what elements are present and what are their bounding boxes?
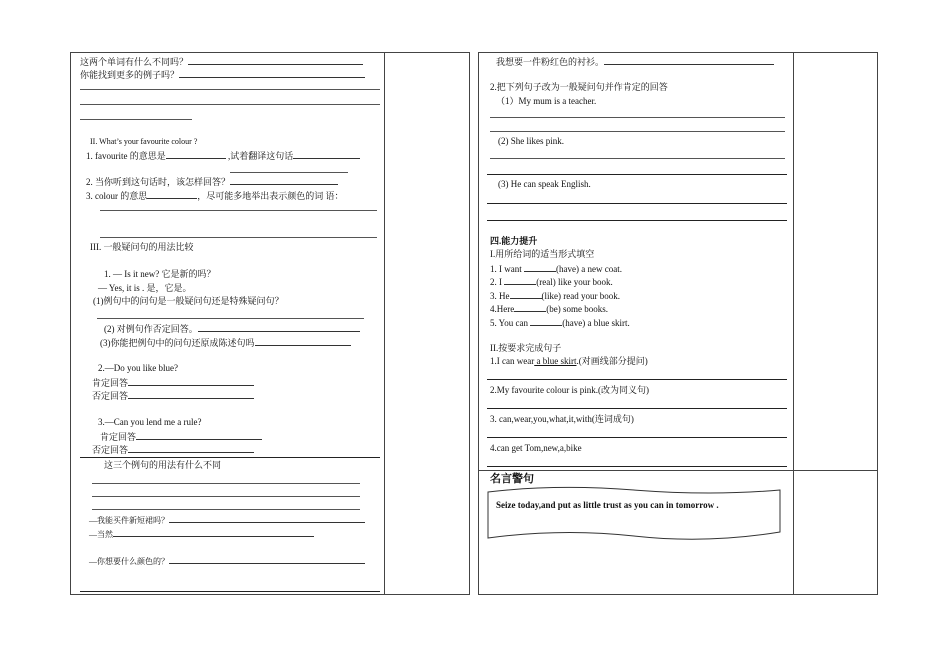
fill-3: 3. He (like) read your book. (490, 291, 620, 301)
sec2-q1: 1. favourite 的意思是 ,试着翻译这句话 (86, 150, 360, 162)
section-4-part-1: I.用所给词的适当形式填空 (490, 249, 595, 259)
rewrite-1: 1.I can wear a blue skirt.(对画线部分提问) (490, 356, 648, 366)
fill-2: 2. I (real) like your book. (490, 277, 613, 287)
answer-line (487, 408, 787, 409)
sec2-q3: 3. colour 的意思 ，尽可能多地举出表示颜色的词 语： (86, 191, 344, 201)
rewrite-2: 2.My favourite colour is pink.(改为同义句) (490, 385, 649, 395)
rewrite-4: 4.can get Tom,new,a,bike (490, 443, 582, 453)
answer-line (490, 131, 785, 132)
motto-row-divider (478, 470, 878, 471)
example-3: 3.—Can you lend me a rule? (98, 417, 202, 427)
example-2: 2.—Do you like blue? (98, 363, 178, 373)
rewrite-3: 3. can,wear,you,what,it,with(连词成句) (490, 414, 634, 424)
example-1-answer: — Yes, it is . 是，它是。 (98, 283, 192, 293)
answer-line (487, 466, 787, 467)
answer-line (80, 104, 380, 105)
answer-line (97, 318, 364, 319)
example-3-negative: 否定回答 (92, 444, 254, 456)
section-divider (80, 457, 380, 458)
q-more: 你能找到更多的例子吗？ (80, 69, 365, 81)
sentence-1: （1）My mum is a teacher. (496, 96, 597, 106)
answer-line (100, 237, 377, 238)
answer-line (80, 119, 192, 120)
task-2-title: 2.把下列句子改为一般疑问句并作肯定的回答 (490, 82, 668, 92)
shirt-sentence: 我想要一件粉红色的衬衫。 (496, 56, 774, 68)
fill-5: 5. You can (have) a blue skirt. (490, 318, 630, 328)
example-1-q3: (3)你能把例句中的问句还原成陈述句吗 (100, 337, 351, 349)
example-2-positive: 肯定回答 (92, 377, 254, 389)
bottom-line (80, 591, 380, 592)
answer-line (230, 172, 348, 173)
answer-line (487, 437, 787, 438)
example-1: 1. — Is it new? 它是新的吗？ (104, 269, 216, 279)
dialog-whatcolor: —你想要什么颜色的？ (89, 555, 365, 567)
answer-line (490, 158, 785, 159)
section-3-title: III. 一般疑问句的用法比较 (90, 242, 194, 252)
fill-4: 4.Here (be) some books. (490, 304, 608, 314)
fill-1: 1. I want (have) a new coat. (490, 264, 622, 274)
q-diff: 这两个单词有什么不同吗？ (80, 56, 363, 68)
answer-line (487, 220, 787, 221)
compare-question: 这三个例句的用法有什么不同 (104, 460, 222, 470)
answer-line (487, 203, 787, 204)
answer-line (100, 210, 377, 211)
left-table-divider (384, 52, 385, 595)
answer-line (92, 496, 360, 497)
sec2-q2: 2. 当你听到这句话时，该怎样回答？ (86, 176, 338, 188)
motto-scroll-frame (486, 486, 782, 544)
section-4-part-2: II.按要求完成句子 (490, 343, 562, 353)
section-2-title: II. What’s your favourite colour ? (90, 137, 198, 146)
right-table-divider (793, 52, 794, 595)
example-2-negative: 否定回答 (92, 390, 254, 402)
sentence-2: (2) She likes pink. (498, 136, 564, 146)
answer-line (92, 509, 360, 510)
answer-line (490, 117, 785, 118)
answer-line (80, 89, 380, 90)
answer-line (92, 483, 360, 484)
motto-text: Seize today,and put as little trust as you can in tomorrow . (496, 500, 719, 510)
example-3-positive: 肯定回答 (100, 431, 262, 443)
dialog-buy: —我能买件新短裙吗？ (89, 514, 365, 526)
motto-title: 名言警句 (490, 473, 534, 485)
sentence-3: (3) He can speak English. (498, 179, 591, 189)
answer-line (487, 379, 787, 380)
example-1-q1: (1)例句中的问句是一般疑问句还是特殊疑问句？ (93, 296, 284, 306)
example-1-q2: (2) 对例句作否定回答。 (104, 323, 360, 335)
answer-line (487, 174, 787, 175)
dialog-ofcourse: —当然 (89, 528, 314, 540)
section-4-title: 四.能力提升 (490, 236, 538, 246)
